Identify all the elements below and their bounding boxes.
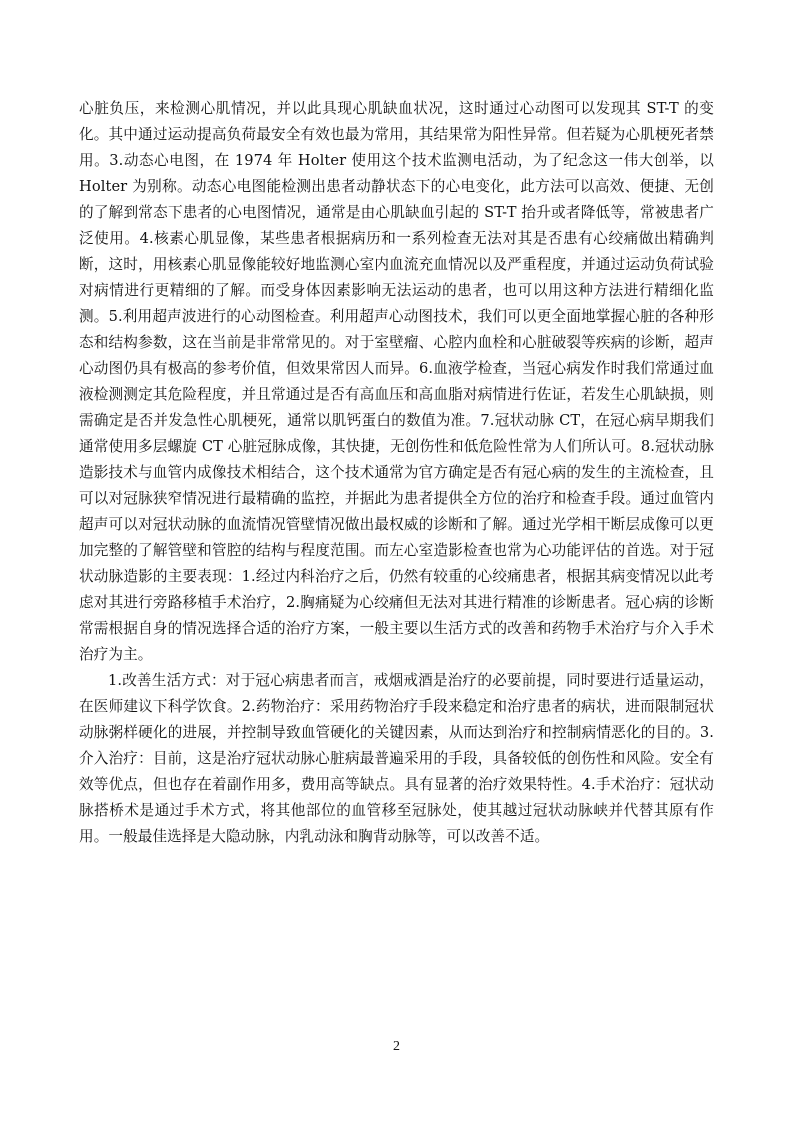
page-number: 2: [393, 1039, 400, 1054]
paragraph-diagnosis: 心脏负压，来检测心肌情况，并以此具现心肌缺血状况，这时通过心动图可以发现其 ST-T 的变化。其中通过运动提高负荷最安全有效也最为常用，其结果常为阳性异常。但若疑为心肌梗死者禁用。3.动态心电图，在 1974 年 Holter 使用这个技术监测电活动，为了纪念这一伟大创举，以 Holter 为别称。动态心电图能检测出患者动静状态下的心电变化，此方法可以高效、便捷、无创的了解到常态下患者的心电图情况，通常是由心肌缺血引起的 ST-T 抬升或者降低等，常被患者广泛使用。4.核素心肌显像，某些患者根据病历和一系列检查无法对其是否患有心绞痛做出精确判断，这时，用核素心肌显像能较好地监测心室内血流充血情况以及严重程度，并通过运动负荷试验对病情进行更精细的了解。而受身体因素影响无法运动的患者，也可以用这种方法进行精细化监测。5.利用超声波进行的心动图检查。利用超声心动图技术，我们可以更全面地掌握心脏的各种形态和结构参数，这在当前是非常常见的。对于室壁瘤、心腔内血栓和心脏破裂等疾病的诊断，超声心动图仍具有极高的参考价值，但效果常因人而异。6.血液学检查，当冠心病发作时我们常通过血液检测测定其危险程度，并且常通过是否有高血压和高血脂对病情进行佐证，若发生心肌缺损，则需确定是否并发急性心肌梗死，通常以肌钙蛋白的数值为准。7.冠状动脉 CT，在冠心病早期我们通常使用多层螺旋 CT 心脏冠脉成像，其快捷，无创伤性和低危险性常为人们所认可。8.冠状动脉造影技术与血管内成像技术相结合，这个技术通常为官方确定是否有冠心病的发生的主流检查，且可以对冠脉狭窄情况进行最精确的监控，并据此为患者提供全方位的治疗和检查手段。通过血管内超声可以对冠状动脉的血流情况管壁情况做出最权威的诊断和了解。通过光学相干断层成像可以更加完整的了解管壁和管腔的结构与程度范围。而左心室造影检查也常为心功能评估的首选。对于冠状动脉造影的主要表现：1.经过内科治疗之后，仍然有较重的心绞痛患者，根据其病变情况以此考虑对其进行旁路移植手术治疗，2.胸痛疑为心绞痛但无法对其进行精准的诊断患者。冠心病的诊断常需根据自身的情况选择合适的治疗方案，一般主要以生活方式的改善和药物手术治疗与介入手术治疗为主。: [79, 100, 714, 663]
paragraph-treatment: 1.改善生活方式：对于冠心病患者而言，戒烟戒酒是治疗的必要前提，同时要进行适量运动，在医师建议下科学饮食。2.药物治疗：采用药物治疗手段来稳定和治疗患者的病状，进而限制冠状动脉粥样硬化的进展，并控制导致血管硬化的关键因素，从而达到治疗和控制病情恶化的目的。3.介入治疗：目前，这是治疗冠状动脉心脏病最普遍采用的手段，具备较低的创伤性和风险。安全有效等优点，但也存在着副作用多，费用高等缺点。具有显著的治疗效果特性。4.手术治疗：冠状动脉搭桥术是通过手术方式，将其他部位的血管移至冠脉处，使其越过冠状动脉峡并代替其原有作用。一般最佳选择是大隐动脉，内乳动泳和胸背动脉等，可以改善不适。: [79, 672, 714, 845]
body-text: [79, 96, 714, 850]
